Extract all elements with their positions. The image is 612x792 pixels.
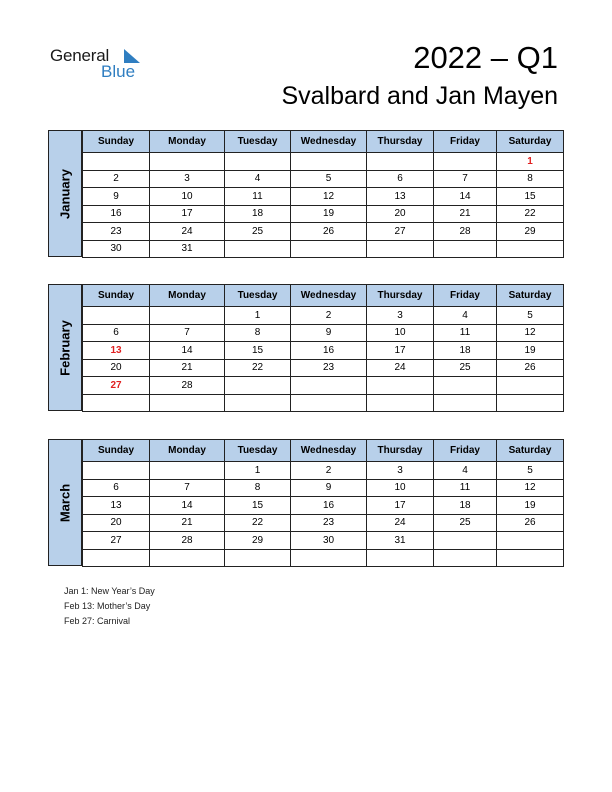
day-cell: 19 [497,342,564,360]
day-cell: 29 [225,532,291,550]
day-cell: 6 [367,170,434,188]
empty-day-cell [497,394,564,412]
day-cell: 3 [367,307,434,325]
empty-day-cell [83,153,150,171]
day-cell: 22 [225,359,291,377]
empty-day-cell [225,549,291,567]
weekday-header-row [83,440,564,462]
day-cell: 13 [83,497,150,515]
day-cell: 13 [367,188,434,206]
day-cell: 14 [150,497,225,515]
day-cell: 5 [497,462,564,480]
day-cell: 27 [83,377,150,395]
day-cell: 21 [150,359,225,377]
day-cell: 8 [497,170,564,188]
weekday-header: Wednesday [291,131,367,153]
week-row [83,170,564,188]
day-cell: 31 [150,240,225,258]
weekday-header: Tuesday [225,131,291,153]
week-row [83,549,564,567]
empty-day-cell [367,377,434,395]
day-cell: 12 [497,324,564,342]
day-cell: 9 [83,188,150,206]
holiday-note: Jan 1: New Year’s Day [64,586,155,596]
month-name: February [57,319,73,376]
weekday-header: Sunday [83,440,150,462]
day-cell: 20 [367,205,434,223]
day-cell: 2 [83,170,150,188]
week-row [83,223,564,241]
empty-day-cell [83,462,150,480]
day-cell: 7 [150,324,225,342]
day-cell: 12 [291,188,367,206]
weekday-header: Tuesday [225,440,291,462]
day-cell: 11 [434,324,497,342]
day-cell: 1 [497,153,564,171]
year-quarter-title: 2022 – Q1 [413,40,558,75]
weekday-header-row [83,131,564,153]
empty-day-cell [225,377,291,395]
day-cell: 31 [367,532,434,550]
calendar-table [82,130,564,258]
weekday-header: Friday [434,440,497,462]
holiday-notes [64,584,155,629]
day-cell: 17 [367,342,434,360]
day-cell: 16 [83,205,150,223]
week-row [83,377,564,395]
day-cell: 18 [434,497,497,515]
empty-day-cell [225,153,291,171]
day-cell: 30 [83,240,150,258]
weekday-header: Friday [434,131,497,153]
holiday-note: Feb 13: Mother’s Day [64,601,151,611]
empty-day-cell [434,394,497,412]
empty-day-cell [367,240,434,258]
empty-day-cell [291,153,367,171]
month-label [48,130,82,257]
empty-day-cell [291,394,367,412]
day-cell: 25 [225,223,291,241]
day-cell: 9 [291,479,367,497]
empty-day-cell [291,549,367,567]
week-row [83,497,564,515]
weekday-header: Tuesday [225,285,291,307]
day-cell: 8 [225,479,291,497]
weekday-header: Saturday [497,440,564,462]
day-cell: 8 [225,324,291,342]
day-cell: 27 [83,532,150,550]
day-cell: 25 [434,514,497,532]
weekday-header: Sunday [83,131,150,153]
month-label [48,439,82,566]
empty-day-cell [367,153,434,171]
day-cell: 5 [497,307,564,325]
weekday-header: Sunday [83,285,150,307]
month-name: January [57,168,73,219]
day-cell: 12 [497,479,564,497]
day-cell: 3 [150,170,225,188]
week-row [83,153,564,171]
day-cell: 28 [434,223,497,241]
day-cell: 28 [150,377,225,395]
day-cell: 28 [150,532,225,550]
day-cell: 16 [291,497,367,515]
empty-day-cell [225,240,291,258]
empty-day-cell [150,153,225,171]
day-cell: 13 [83,342,150,360]
day-cell: 19 [497,497,564,515]
empty-day-cell [225,394,291,412]
empty-day-cell [497,549,564,567]
day-cell: 22 [497,205,564,223]
empty-day-cell [497,377,564,395]
day-cell: 30 [291,532,367,550]
day-cell: 29 [497,223,564,241]
day-cell: 15 [497,188,564,206]
empty-day-cell [150,549,225,567]
day-cell: 4 [434,462,497,480]
day-cell: 16 [291,342,367,360]
day-cell: 6 [83,324,150,342]
day-cell: 23 [291,359,367,377]
day-cell: 2 [291,462,367,480]
calendar-table [82,439,564,567]
empty-day-cell [150,394,225,412]
day-cell: 25 [434,359,497,377]
empty-day-cell [83,394,150,412]
day-cell: 10 [367,324,434,342]
day-cell: 20 [83,514,150,532]
calendar-table [82,284,564,412]
day-cell: 1 [225,307,291,325]
weekday-header: Wednesday [291,285,367,307]
day-cell: 18 [434,342,497,360]
day-cell: 18 [225,205,291,223]
day-cell: 11 [434,479,497,497]
country-title: Svalbard and Jan Mayen [281,82,558,110]
logo-text-blue: Blue [101,62,136,81]
week-row [83,532,564,550]
logo [50,46,150,82]
day-cell: 26 [497,359,564,377]
day-cell: 17 [150,205,225,223]
month-label [48,284,82,411]
weekday-header: Monday [150,440,225,462]
empty-day-cell [150,307,225,325]
week-row [83,188,564,206]
week-row [83,324,564,342]
empty-day-cell [497,240,564,258]
empty-day-cell [150,462,225,480]
day-cell: 10 [150,188,225,206]
day-cell: 24 [150,223,225,241]
day-cell: 23 [83,223,150,241]
day-cell: 27 [367,223,434,241]
day-cell: 7 [150,479,225,497]
weekday-header-row [83,285,564,307]
day-cell: 4 [434,307,497,325]
week-row [83,240,564,258]
day-cell: 21 [150,514,225,532]
empty-day-cell [434,549,497,567]
empty-day-cell [434,240,497,258]
empty-day-cell [367,549,434,567]
day-cell: 5 [291,170,367,188]
week-row [83,514,564,532]
weekday-header: Wednesday [291,440,367,462]
empty-day-cell [434,153,497,171]
month-name: March [57,483,73,522]
day-cell: 21 [434,205,497,223]
weekday-header: Thursday [367,285,434,307]
day-cell: 15 [225,342,291,360]
empty-day-cell [434,532,497,550]
weekday-header: Friday [434,285,497,307]
week-row [83,479,564,497]
day-cell: 1 [225,462,291,480]
weekday-header: Monday [150,131,225,153]
week-row [83,205,564,223]
weekday-header: Saturday [497,285,564,307]
day-cell: 6 [83,479,150,497]
day-cell: 26 [291,223,367,241]
day-cell: 22 [225,514,291,532]
day-cell: 14 [434,188,497,206]
logo-text-general: General [50,46,110,65]
day-cell: 23 [291,514,367,532]
empty-day-cell [83,307,150,325]
day-cell: 11 [225,188,291,206]
empty-day-cell [434,377,497,395]
day-cell: 4 [225,170,291,188]
holiday-note: Feb 27: Carnival [64,616,131,626]
weekday-header: Thursday [367,131,434,153]
weekday-header: Monday [150,285,225,307]
day-cell: 24 [367,514,434,532]
day-cell: 17 [367,497,434,515]
day-cell: 10 [367,479,434,497]
week-row [83,462,564,480]
day-cell: 19 [291,205,367,223]
day-cell: 9 [291,324,367,342]
day-cell: 3 [367,462,434,480]
empty-day-cell [291,240,367,258]
week-row [83,359,564,377]
empty-day-cell [497,532,564,550]
empty-day-cell [367,394,434,412]
day-cell: 15 [225,497,291,515]
day-cell: 7 [434,170,497,188]
week-row [83,394,564,412]
day-cell: 26 [497,514,564,532]
day-cell: 14 [150,342,225,360]
empty-day-cell [291,377,367,395]
weekday-header: Saturday [497,131,564,153]
day-cell: 2 [291,307,367,325]
empty-day-cell [83,549,150,567]
day-cell: 24 [367,359,434,377]
weekday-header: Thursday [367,440,434,462]
day-cell: 20 [83,359,150,377]
logo-triangle-icon [124,49,140,63]
week-row [83,307,564,325]
week-row [83,342,564,360]
